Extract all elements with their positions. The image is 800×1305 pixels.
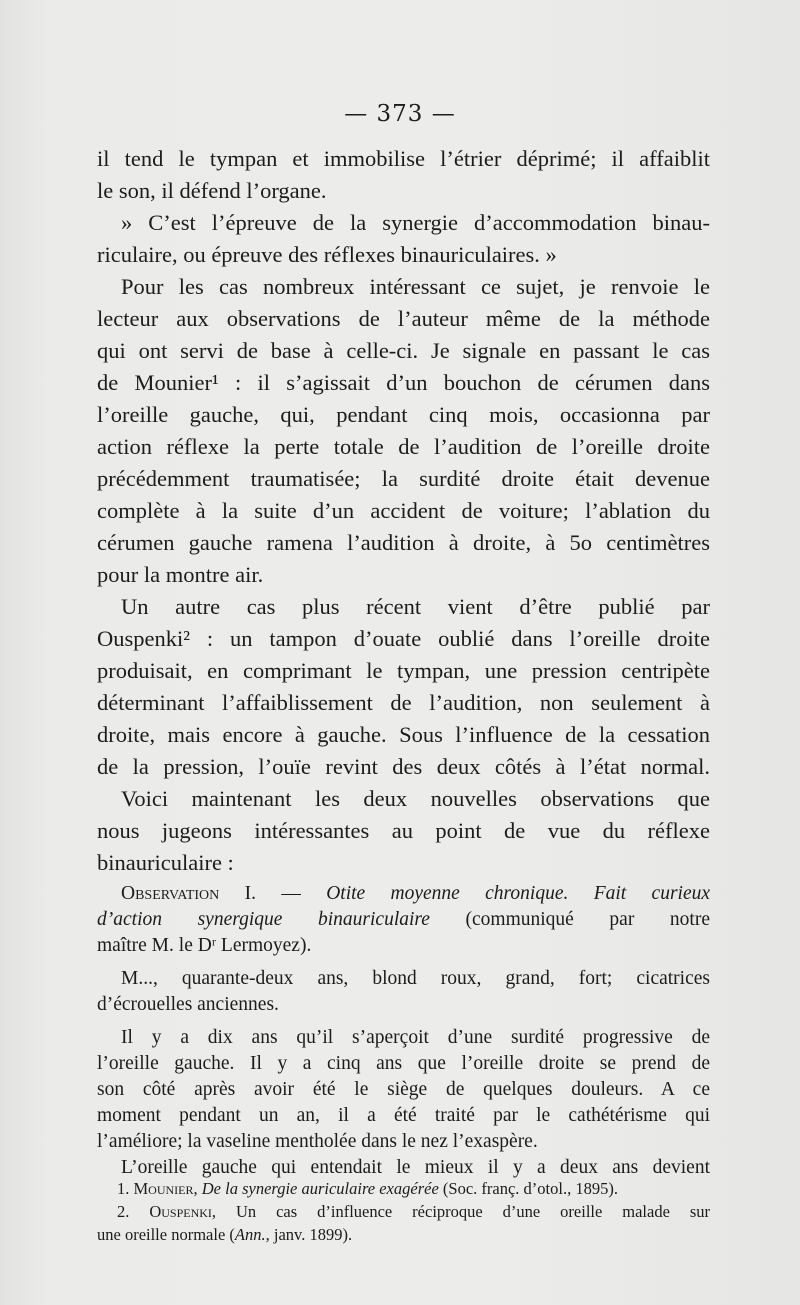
- text-line: Voici maintenant les deux nouvelles observations que: [121, 786, 710, 811]
- text-line: lecteur aux observations de l’auteur même de la méthode: [97, 306, 710, 331]
- text-line: il tend le tympan et immobilise l’étrier déprimé; il affaiblit: [97, 146, 710, 171]
- footnote-ref: (Soc. franç. d’otol., 1895).: [442, 1179, 618, 1198]
- text-line: Un autre cas plus récent vient d’être publié par: [121, 594, 710, 619]
- footnote-title: De la synergie auriculaire exagérée: [201, 1179, 439, 1198]
- observation-label: Observation: [121, 883, 220, 904]
- text-line: de Mounier¹ : il s’agissait d’un bouchon de cérumen dans: [97, 370, 710, 395]
- footnote-2-cont: une oreille normale (Ann., janv. 1899).: [97, 1225, 353, 1244]
- text-line: déterminant l’affaiblissement de l’audition, non seulement à: [97, 690, 710, 715]
- observation-source: (communiqué par notre: [465, 909, 710, 930]
- text-line: l’oreille gauche, qui, pendant cinq mois, occasionna par: [97, 402, 710, 427]
- text-line: riculaire, ou épreuve des réflexes binauriculaires. »: [97, 242, 557, 267]
- text-line: cérumen gauche ramena l’audition à droite, à 5o centimètres: [97, 530, 710, 555]
- text-line: Pour les cas nombreux intéressant ce sujet, je renvoie le: [121, 274, 710, 299]
- text-line: produisait, en comprimant le tympan, une pression centripète: [97, 658, 710, 683]
- observation-heading-line: [97, 907, 710, 933]
- obs-line: son côté après avoir été le siège de quelques douleurs. A ce: [97, 1079, 710, 1100]
- text-line: nous jugeons intéressantes au point de vue du réflexe: [97, 818, 710, 843]
- obs-line: l’oreille gauche. Il y a cinq ans que l’oreille droite se prend de: [97, 1053, 710, 1074]
- text-line: complète à la suite d’un accident de voiture; l’ablation du: [97, 498, 710, 523]
- text-line: de la pression, l’ouïe revint des deux côtés à l’état normal.: [97, 754, 710, 779]
- footnote-2: 2. Ouspenki, Un cas d’influence réciproque d’une oreille malade sur: [117, 1202, 711, 1221]
- observation-title-cont: d’action synergique binauriculaire: [97, 909, 430, 930]
- text-line: qui ont servi de base à celle-ci. Je signale en passant le cas: [97, 338, 710, 363]
- observation-number: I. —: [244, 883, 301, 904]
- obs-line: d’écrouelles anciennes.: [97, 994, 279, 1015]
- text-line: droite, mais encore à gauche. Sous l’influence de la cessation: [97, 722, 710, 747]
- obs-line: l’améliore; la vaseline mentholée dans le nez l’exaspère.: [97, 1131, 538, 1152]
- footnotes: [97, 1177, 710, 1246]
- observation-heading: [97, 881, 710, 907]
- text-line: binauriculaire :: [97, 850, 234, 875]
- obs-line: M..., quarante-deux ans, blond roux, grand, fort; cicatrices: [121, 968, 710, 989]
- footnote-1: 1. Mounier, De la synergie auriculaire exagérée (Soc. franç. d’otol., 1895).: [117, 1179, 618, 1198]
- text-line: Ouspenki² : un tampon d’ouate oublié dans l’oreille droite: [97, 626, 710, 651]
- obs-line: moment pendant un an, il a été traité par le cathétérisme qui: [97, 1105, 710, 1126]
- main-text: [97, 143, 710, 879]
- footnote-author: Mounier,: [133, 1179, 198, 1198]
- footnote-title: Un cas d’influence réciproque d’une oreille malade sur: [236, 1202, 711, 1221]
- text-line: pour la montre air.: [97, 562, 264, 587]
- text-line: action réflexe la perte totale de l’audition de l’oreille droite: [97, 434, 710, 459]
- obs-line: Il y a dix ans qu’il s’aperçoit d’une surdité progressive de: [121, 1027, 710, 1048]
- text-line: précédemment traumatisée; la surdité droite était devenue: [97, 466, 710, 491]
- observation-title: Otite moyenne chronique. Fait curieux: [326, 883, 711, 904]
- text-line: le son, il défend l’organe.: [97, 178, 327, 203]
- obs-line: L’oreille gauche qui entendait le mieux il y a deux ans devient: [121, 1157, 710, 1178]
- observation-block: [97, 881, 710, 1181]
- observation-source-end: maître M. le Dʳ Lermoyez).: [97, 935, 312, 956]
- page-number: — 373 —: [344, 101, 456, 127]
- text-line: » C’est l’épreuve de la synergie d’accommodation binau-: [121, 210, 710, 235]
- footnote-author: Ouspenki,: [149, 1202, 217, 1221]
